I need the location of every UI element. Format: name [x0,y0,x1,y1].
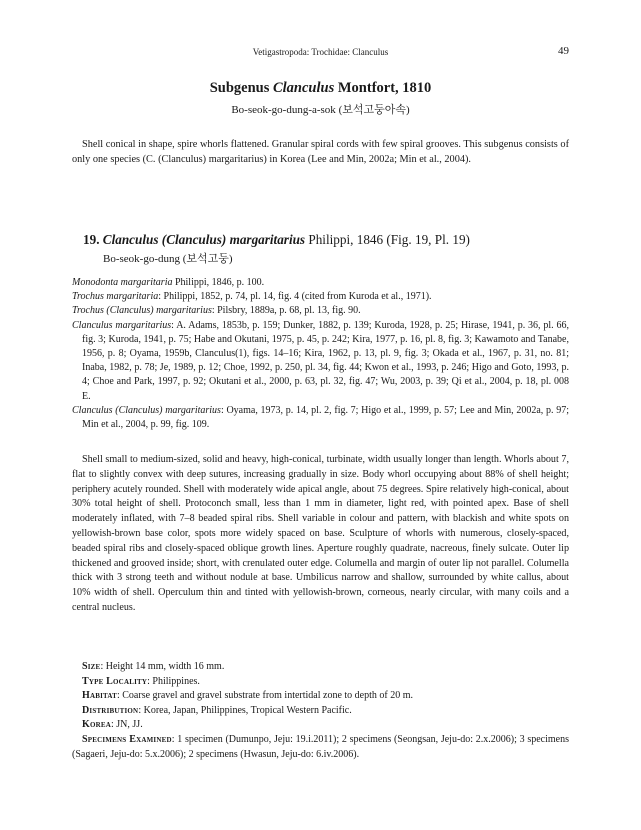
fact-label: Distribution [82,704,139,716]
subgenus-prefix: Subgenus [209,80,273,96]
synonymy-entry [72,304,569,318]
synonym-name: Monodonta margaritaria [72,277,173,288]
species-subgenus: (Clanculus) margaritarius [161,232,306,247]
synonymy-entry [72,276,569,290]
fact-value: : JN, JJ. [111,719,143,731]
subgenus-title [0,80,641,97]
fact-value: : Coarse gravel and gravel substrate from intertidal zone to depth of 20 m. [116,690,414,702]
fact-label: Size [82,661,101,672]
fact-value: : Korea, Japan, Philippines, Tropical Western Pacific. [138,704,352,716]
synonym-name: Trochus (Clanculus) margaritarius [72,305,212,317]
species-romanized: Bo-seok-go-dung [103,253,180,265]
species-number: 19. [83,232,100,247]
fact-value: : 1 specimen (Dumunpo, Jeju: 19.i.2011); 2 specimens (Seongsan, Jeju-do: 2.x.2006); 3 specimens (Sagaeri, Jeju-do: 5.x.2006); 2 specimens (Hwasun, Jeju-do: 6.iv.2006). [72,733,569,760]
fact-label: Specimens Examined [82,733,172,745]
intro-paragraph: Shell conical in shape, spire whorls flattened. Granular spiral cords with few spiral grooves. This subgenus consists of only one species (C. (Clanculus) margaritarius) in Korea (Lee and Min, 2002a; Min et al., 2004). [72,139,569,165]
synonym-name: Clanculus (Clanculus) margaritarius [72,404,221,416]
fact-value: : Philippines. [147,675,200,687]
fact-label: Korea [82,719,112,731]
synonym-reference: : Oyama, 1973, p. 14, pl. 2, fig. 7; Higo et al., 1999, p. 57; Lee and Min, 2002a, p. 97; Min et al., 2004, p. 99, fig. 109. [82,404,570,431]
synonymy-entry [72,290,569,304]
subgenus-genus: Clanculus [272,80,335,96]
species-title [83,231,573,248]
species-facts [72,660,569,762]
species-description: Shell small to medium-sized, solid and heavy, high-conical, turbinate, width usually longer than length. Whorls about 7, flat to slightly convex with deep sutures, increasing gradually in size. Body whorl occupying about 88% of shell height; periphery acutely rounded. Shell with moderately wide apical angle, about 75 degrees. Spire relatively high-conical, about 30% total height of shell. Protoconch small, less than 1 mm in diameter, light red, with pointed apex. Base of shell moderately inflated, with 7–8 beaded spiral ribs. Shell variable in colour and pattern, with blackish and white spots on yellowish-brown base color, spots more widely spaced on base. Sculpture of whorls with numerous, closely-spaced, beaded spiral ribs and closely-spaced oblique growth lines. Aperture roughly quadrate, nacreous, finely sulcate. Outer lip thickened and grooved inside; short, with crenulated outer edge. Columella and margin of outer lip not parallel. Columella thick with 3 strong teeth and without nodule at base. Umbilicus narrow and shallow, surrounded by white callus, about 10% width of shell. Operculum thin and tinted with yellowish-brown, corneous, nearly circular, with many coils and a central nucleus. [72,454,569,613]
page-number: 49 [558,45,569,57]
synonym-reference: : Pilsbry, 1889a, p. 68, pl. 13, fig. 90. [211,305,361,317]
synonym-reference: : A. Adams, 1853b, p. 159; Dunker, 1882, p. 139; Kuroda, 1928, p. 25; Hirase, 1941, p. 36, pl. 66, fig. 3; Kuroda, 1941, p. 75; Habe and Okutani, 1975, p. 45, p. 242; Kira, 1977, p. 16, pl. 8, fig. 3; Kawamoto and Tanabe, 1956, p. 8; Oyama, 1959b, Clanculus(1), figs. 14–16; Kira, 1962, p. 13, pl. 9, fig. 3; Okada et al., 1967, p. 31, no. 81; Inaba, 1982, p. 78; Je, 1989, p. 12; Choe, 1992, p. 250, pl. 34, fig. 44; Kwon et al., 1993, p. 246; Higo and Goto, 1993, p. 4; Choe and Park, 1997, p. 92; Okutani et al., 2000, p. 63, pl. 32, fig. 47; Wu, 2003, p. 39; Qi et al., 2004, p. 18, pl. 008 E. [82,319,569,402]
fact-korea [72,718,569,733]
synonym-name: Trochus margaritaria [72,291,159,303]
subgenus-vernacular [0,101,641,117]
synonym-reference: Philippi, 1846, p. 100. [172,277,265,288]
species-author: Philippi, 1846 (Fig. 19, Pl. 19) [305,232,470,247]
synonymy-entry [72,319,569,404]
synonym-name: Clanculus margaritarius [72,319,172,331]
fact-label: Habitat [82,690,117,702]
fact-habitat [72,689,569,704]
synonymy-entry [72,404,569,432]
subgenus-author: Montfort, 1810 [334,80,432,96]
fact-value: : Height 14 mm, width 16 mm. [100,661,225,672]
running-head: Vetigastropoda: Trochidae: Clanculus [252,47,389,57]
species-vernacular [103,250,233,266]
synonym-reference: : Philippi, 1852, p. 74, pl. 14, fig. 4 (cited from Kuroda et al., 1971). [158,291,432,303]
fact-type-locality [72,675,569,690]
fact-size [72,660,569,675]
subgenus-romanized: Bo-seok-go-dung-a-sok [231,104,336,116]
species-hangul: (보석고둥) [182,253,233,265]
subgenus-hangul: (보석고둥아속) [338,104,410,116]
fact-specimens-examined [72,733,569,762]
species-genus: Clanculus [102,232,159,247]
synonymy-list [72,276,569,432]
fact-label: Type Locality [82,675,148,687]
fact-distribution [72,704,569,719]
